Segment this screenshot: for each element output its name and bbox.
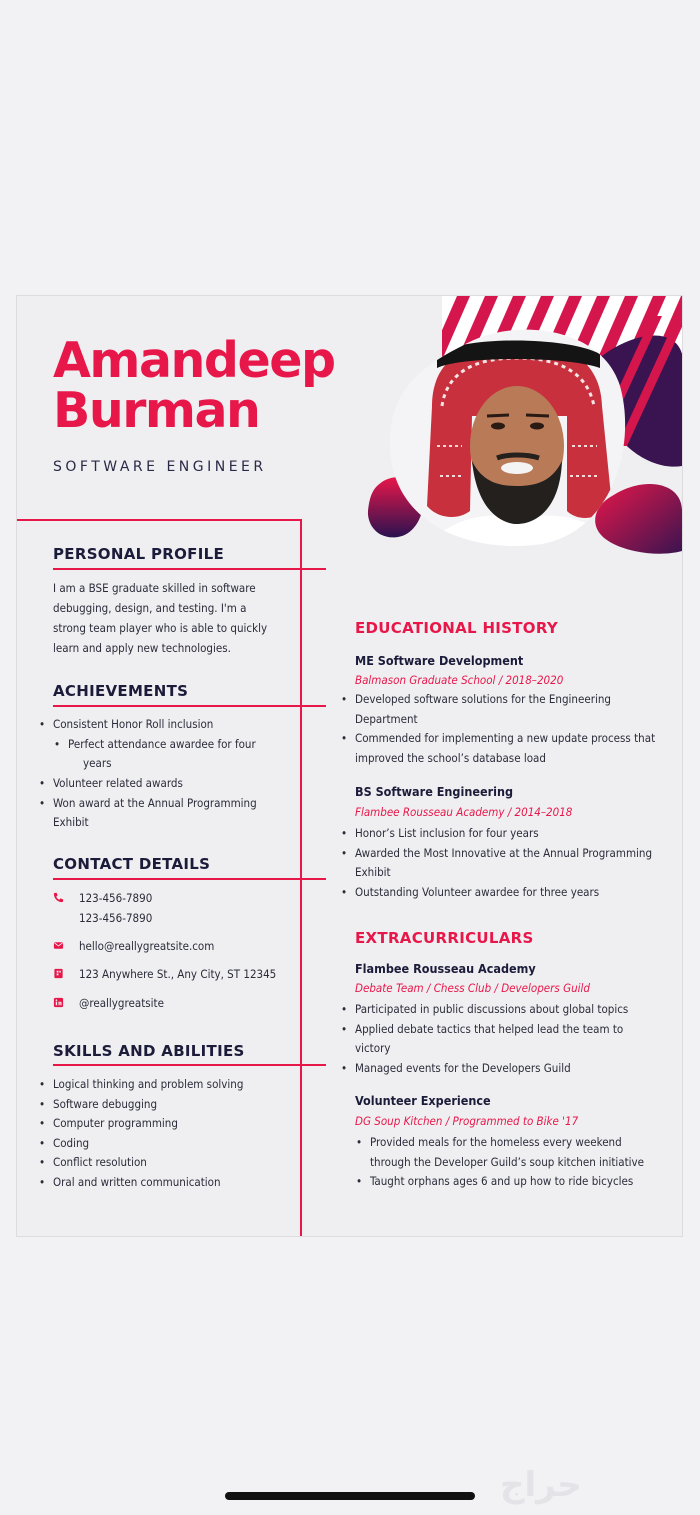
last-name: Burman xyxy=(53,382,260,439)
achievements-heading: ACHIEVEMENTS xyxy=(53,682,189,700)
extracurricular-bullets-2 xyxy=(370,1133,644,1192)
achievements-sublist xyxy=(68,735,256,755)
home-indicator[interactable] xyxy=(225,1492,475,1500)
extracurricular-meta-1: Debate Team / Chess Club / Developers Guild xyxy=(355,981,590,995)
contact-social: @reallygreatsite xyxy=(79,996,164,1010)
skills-list xyxy=(53,1075,243,1193)
list-item: • Perfect attendance awardee for four xyxy=(68,735,256,755)
extracurricular-meta-2: DG Soup Kitchen / Programmed to Bike '17 xyxy=(355,1114,579,1128)
list-item-continuation: years xyxy=(83,756,112,770)
list-item: • Coding xyxy=(53,1134,243,1154)
list-item: • Outstanding Volunteer awardee for three years xyxy=(355,883,652,903)
contact-heading: CONTACT DETAILS xyxy=(53,855,211,873)
contact-address: 123 Anywhere St., Any City, ST 12345 xyxy=(79,967,277,981)
skills-heading: SKILLS AND ABILITIES xyxy=(53,1042,245,1060)
list-item: • Conflict resolution xyxy=(53,1153,243,1173)
location-icon xyxy=(53,968,64,979)
contact-phone: 123-456-7890 123-456-7890 xyxy=(79,891,153,925)
education-degree-2: BS Software Engineering xyxy=(355,784,514,799)
list-item-continuation: through the Developer Guild’s soup kitchen initiative xyxy=(370,1154,645,1169)
list-item-continuation: victory xyxy=(355,1041,391,1056)
profile-text: I am a BSE graduate skilled in software debugging, design, and testing. I'm a strong team player who is able to quickly learn and apply new technologies. xyxy=(53,581,268,655)
achievements-list-2 xyxy=(53,774,257,813)
contact-email: hello@reallygreatsite.com xyxy=(79,939,215,953)
list-item: • Software debugging xyxy=(53,1095,243,1115)
linkedin-icon xyxy=(53,997,64,1008)
profile-photo xyxy=(362,296,682,556)
skills-underline xyxy=(53,1064,326,1066)
list-item: • Participated in public discussions about global topics xyxy=(355,1000,628,1020)
list-item-continuation: Department xyxy=(355,711,418,726)
education-meta-2: Flambee Rousseau Academy / 2014–2018 xyxy=(355,805,573,819)
list-item: • Won award at the Annual Programming xyxy=(53,794,257,814)
list-item: • Consistent Honor Roll inclusion xyxy=(53,715,213,735)
watermark-logo: حراج xyxy=(500,1465,582,1505)
first-name: Amandeep xyxy=(53,332,335,389)
list-item: • Awarded the Most Innovative at the Annual Programming xyxy=(355,844,652,864)
education-bullets-2 xyxy=(355,824,652,902)
list-item: • Developed software solutions for the Engineering xyxy=(355,690,655,710)
candidate-name xyxy=(53,332,335,439)
extracurricular-name-1: Flambee Rousseau Academy xyxy=(355,961,536,976)
top-divider xyxy=(17,519,302,521)
achievements-list xyxy=(53,715,213,735)
education-degree-1: ME Software Development xyxy=(355,653,524,668)
education-meta-1: Balmason Graduate School / 2018–2020 xyxy=(355,673,564,687)
achievements-underline xyxy=(53,705,326,707)
list-item-continuation: Exhibit xyxy=(53,815,89,829)
job-title: SOFTWARE ENGINEER xyxy=(53,459,267,475)
list-item: • Volunteer related awards xyxy=(53,774,257,794)
list-item-continuation: Exhibit xyxy=(355,865,391,880)
list-item: • Oral and written communication xyxy=(53,1173,243,1193)
extracurricular-bullets-1 xyxy=(355,1000,628,1078)
list-item: • Managed events for the Developers Guild xyxy=(355,1059,628,1079)
profile-heading: PERSONAL PROFILE xyxy=(53,545,225,563)
list-item: • Commended for implementing a new update process that xyxy=(355,729,655,749)
list-item: • Provided meals for the homeless every weekend xyxy=(370,1133,644,1153)
list-item: • Computer programming xyxy=(53,1114,243,1134)
list-item: • Honor’s List inclusion for four years xyxy=(355,824,652,844)
contact-underline xyxy=(53,878,326,880)
list-item: • Taught orphans ages 6 and up how to ride bicycles xyxy=(370,1172,644,1192)
profile-underline xyxy=(53,568,326,570)
list-item: • Applied debate tactics that helped lead the team to xyxy=(355,1020,628,1040)
list-item: • Logical thinking and problem solving xyxy=(53,1075,243,1095)
email-icon xyxy=(53,940,64,951)
resume-page xyxy=(17,296,682,1236)
extracurriculars-heading: EXTRACURRICULARS xyxy=(355,929,534,947)
education-bullets-1 xyxy=(355,690,655,768)
phone-icon xyxy=(53,892,64,903)
education-heading: EDUCATIONAL HISTORY xyxy=(355,619,559,637)
extracurricular-name-2: Volunteer Experience xyxy=(355,1093,491,1108)
list-item-continuation: improved the school’s database load xyxy=(355,750,546,765)
